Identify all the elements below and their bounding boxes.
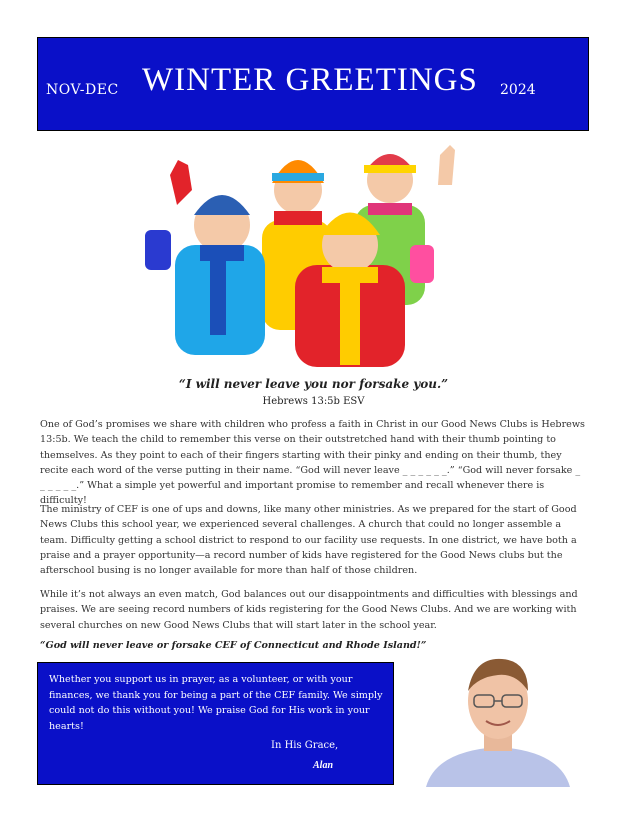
issue-year: 2024 <box>500 82 536 98</box>
kids-photo <box>140 135 485 367</box>
body-paragraph-1: One of God’s promises we share with children who profess a faith in Christ in our Good News Clubs is Hebrews 13:5b. We teach the child to remember this verse on their outstretched hand with their thumb pointing to themselves. As they point to each of their fingers starting with their pinky and ending on their thumb, they recite each word of the verse putting in their name. “God will never leave _ _ _ _ _ _.” “God will never forsake _ _ _ _ _ _.” What a simple yet powerful and important promise to remember and recall whenever there is difficulty! <box>40 419 585 507</box>
scripture-reference: Hebrews 13:5b ESV <box>262 396 365 407</box>
issue-months: NOV-DEC <box>46 82 119 98</box>
thank-you-text: Whether you support us in prayer, as a volunteer, or with your finances, we thank you for being a part of the CEF family. We simply could not do this without you! We praise God for His work in your hearts! <box>49 674 383 732</box>
scripture-quote: “I will never leave you nor forsake you.” <box>178 377 449 391</box>
signature: Alan <box>313 760 334 771</box>
tagline-quote: “God will never leave or forsake CEF of Connecticut and Rhode Island!” <box>40 640 427 651</box>
header-banner <box>37 37 589 131</box>
thank-you-box <box>37 662 394 785</box>
body-paragraph-3: While it’s not always an even match, God balances out our disappointments and difficulties with blessings and praises. We are seeing record numbers of kids registering for the Good News Clubs. And we are working with several churches on new Good News Clubs that will start later in the school year. <box>40 589 578 631</box>
newsletter-title: WINTER GREETINGS <box>142 62 478 98</box>
portrait-photo <box>416 651 580 787</box>
closing-line: In His Grace, <box>271 740 339 751</box>
body-paragraph-2: The ministry of CEF is one of ups and downs, like many other ministries. As we prepared for the start of Good News Clubs this school year, we experienced several challenges. A church that could no longer assemble a team. Difficulty getting a school district to respond to our facility use requests. In one district, we have both a praise and a prayer opportunity—a record number of kids have registered for the Good News clubs but the afterschool busing is no longer available for more than half of those children. <box>40 504 577 577</box>
